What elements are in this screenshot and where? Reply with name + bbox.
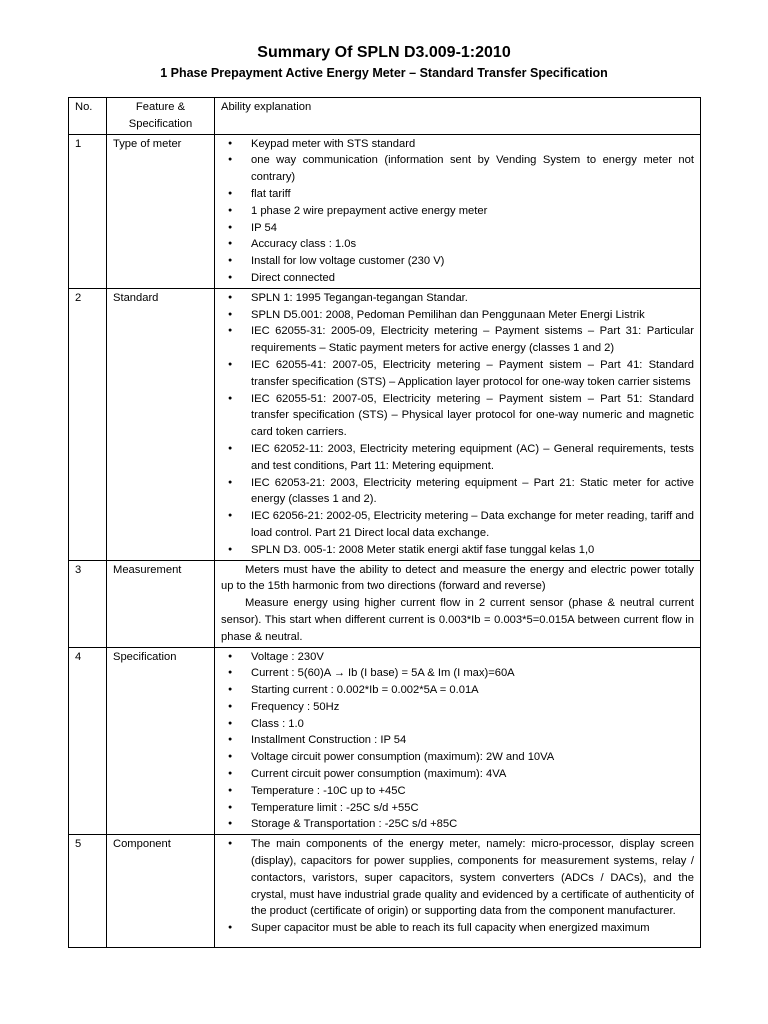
- header-no: No.: [69, 98, 107, 135]
- list-item: ● IEC 62055-41: 2007-05, Electricity metering – Payment sistem – Part 41: Standard transfer specification (STS) – Application layer protocol for one-way token carrier sistems: [251, 357, 694, 391]
- list-item: ● Direct connected: [251, 270, 694, 287]
- list-item: ● Class : 1.0: [251, 716, 694, 733]
- header-ability: Ability explanation: [215, 98, 701, 135]
- row-ability: [215, 835, 701, 948]
- row-feature: Specification: [107, 647, 215, 835]
- list-item: ● Current : 5(60)A → Ib (I base) = 5A & Im (I max)=60A: [251, 665, 694, 682]
- list-item: ● IEC 62055-51: 2007-05, Electricity metering – Payment sistem – Part 51: Standard transfer specification (STS) – Physical layer protocol for one-way numeric and magnetic card token carriers.: [251, 391, 694, 441]
- table-row: [69, 134, 701, 288]
- list-item: ● Storage & Transportation : -25C s/d +85C: [251, 816, 694, 833]
- list-item: ● Keypad meter with STS standard: [251, 136, 694, 153]
- continuation-space: [221, 937, 694, 946]
- list-item: ● Temperature : -10C up to +45C: [251, 783, 694, 800]
- list-item: ● IEC 62053-21: 2003, Electricity metering equipment – Part 21: Static meter for active energy (classes 1 and 2).: [251, 475, 694, 509]
- list-item: ● 1 phase 2 wire prepayment active energy meter: [251, 203, 694, 220]
- row-feature: Measurement: [107, 560, 215, 647]
- document-subtitle: 1 Phase Prepayment Active Energy Meter – Standard Transfer Specification: [160, 66, 608, 80]
- row-number: 3: [69, 560, 107, 647]
- list-item: ● Super capacitor must be able to reach its full capacity when energized maximum: [251, 920, 694, 937]
- table-row: [69, 288, 701, 560]
- row-number: 4: [69, 647, 107, 835]
- document-title: Summary Of SPLN D3.009-1:2010: [257, 44, 511, 61]
- list-item: ● SPLN D3. 005-1: 2008 Meter statik energi aktif fase tunggal kelas 1,0: [251, 542, 694, 559]
- list-item: ● SPLN D5.001: 2008, Pedoman Pemilihan dan Penggunaan Meter Energi Listrik: [251, 307, 694, 324]
- row-feature: Type of meter: [107, 134, 215, 288]
- list-item: ● Voltage : 230V: [251, 649, 694, 666]
- specification-table: [68, 97, 701, 948]
- row-ability: [215, 288, 701, 560]
- paragraph: Meters must have the ability to detect and measure the energy and electric power totally up to the 15th harmonic from two directions (forward and reverse): [221, 563, 694, 593]
- bullet-list: [221, 649, 694, 834]
- row-number: 2: [69, 288, 107, 560]
- list-item: ● one way communication (information sent by Vending System to energy meter not contrary): [251, 152, 694, 186]
- row-feature: Standard: [107, 288, 215, 560]
- row-number: 5: [69, 835, 107, 948]
- table-row: [69, 835, 701, 948]
- table-header-row: [69, 98, 701, 135]
- row-ability: [215, 647, 701, 835]
- list-item: ● Accuracy class : 1.0s: [251, 236, 694, 253]
- row-number: 1: [69, 134, 107, 288]
- bullet-list: [221, 836, 694, 937]
- list-item: ● SPLN 1: 1995 Tegangan-tegangan Standar.: [251, 290, 694, 307]
- list-item: ● Voltage circuit power consumption (maximum): 2W and 10VA: [251, 749, 694, 766]
- list-item: ● Frequency : 50Hz: [251, 699, 694, 716]
- list-item: ● Starting current : 0.002*Ib = 0.002*5A = 0.01A: [251, 682, 694, 699]
- row-ability: [215, 134, 701, 288]
- row-ability: [215, 560, 701, 647]
- row-feature: Component: [107, 835, 215, 948]
- list-item: ● Installment Construction : IP 54: [251, 732, 694, 749]
- bullet-list: [221, 290, 694, 559]
- list-item: ● IEC 62056-21: 2002-05, Electricity metering – Data exchange for meter reading, tariff and load control. Part 21 Direct local data exchange.: [251, 508, 694, 542]
- paragraph: Measure energy using higher current flow in 2 current sensor (phase & neutral current sensor). This start when different current is 0.003*Ib = 0.003*5=0.015A between current flow in phase & neutral.: [221, 597, 694, 643]
- list-item: ● Install for low voltage customer (230 V): [251, 253, 694, 270]
- list-item: ● flat tariff: [251, 186, 694, 203]
- table-row: [69, 647, 701, 835]
- list-item: ● Temperature limit : -25C s/d +55C: [251, 800, 694, 817]
- list-item: ● The main components of the energy meter, namely: micro-processor, display screen (display), capacitors for power supplies, components for measurement systems, relay / contactors, varistors, super capacitors, system converters (ADCs / DACs), and the crystal, must have industrial grade quality and evidenced by a certificate of authenticity of the product (certificate of origin) or supporting data from the component manufacturer.: [251, 836, 694, 920]
- list-item: ● Current circuit power consumption (maximum): 4VA: [251, 766, 694, 783]
- list-item: ● IEC 62052-11: 2003, Electricity metering equipment (AC) – General requirements, tests and test conditions, Part 11: Metering equipment.: [251, 441, 694, 475]
- bullet-list: [221, 136, 694, 287]
- header-feature: Feature & Specification: [107, 98, 215, 135]
- table-row: [69, 560, 701, 647]
- list-item: ● IP 54: [251, 220, 694, 237]
- list-item: ● IEC 62055-31: 2005-09, Electricity metering – Payment sistems – Part 31: Particular requirements – Static payment meters for active energy (classes 1 and 2): [251, 323, 694, 357]
